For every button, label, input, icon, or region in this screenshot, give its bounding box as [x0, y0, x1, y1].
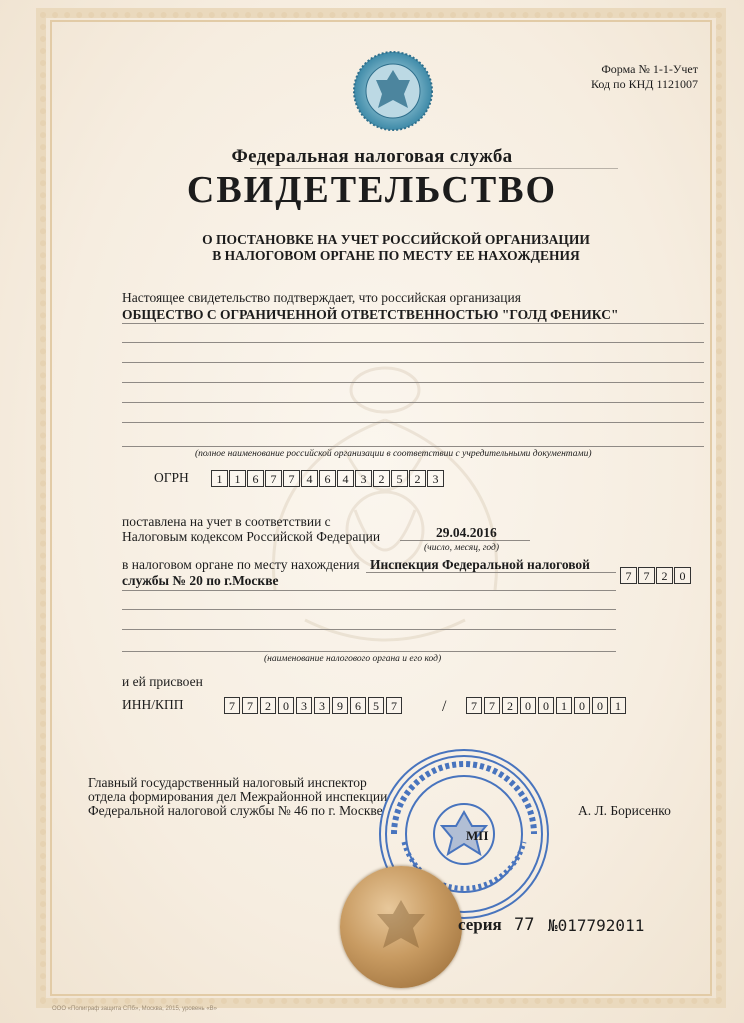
registered-text-1: поставлена на учет в соответствии с	[122, 514, 331, 529]
digit-box: 7	[242, 697, 258, 714]
digit-box: 2	[373, 470, 390, 487]
subtitle-line-2: В НАЛОГОВОМ ОРГАНЕ ПО МЕСТУ ЕЕ НАХОЖДЕНИЯ	[212, 248, 580, 263]
org-line-6	[122, 422, 704, 423]
coat-of-arms-hologram-icon	[352, 50, 434, 132]
registered-text-2: Налоговым кодексом Российской Федерации	[122, 529, 381, 544]
digit-box: 6	[319, 470, 336, 487]
digit-box: 2	[502, 697, 518, 714]
intro-text: Настоящее свидетельство подтверждает, что российская организация	[122, 290, 521, 305]
digit-box: 0	[520, 697, 536, 714]
seal-eagle-icon	[365, 892, 437, 964]
kpp-boxes	[466, 697, 628, 714]
tax-office-line-3	[122, 609, 616, 610]
org-caption: (полное наименование российской организации в соответствии с учредительными документами)	[195, 449, 592, 459]
ogrn-label: ОГРН	[154, 470, 189, 485]
stamp-placeholder: МП	[466, 828, 489, 843]
tax-office-line-4	[122, 629, 616, 630]
digit-box: 3	[296, 697, 312, 714]
inn-boxes	[224, 697, 404, 714]
digit-box: 7	[620, 567, 637, 584]
inn-kpp-label: ИНН/КПП	[122, 697, 184, 712]
org-line-7	[122, 446, 704, 447]
inn-kpp-separator: /	[442, 698, 447, 715]
digit-box: 7	[386, 697, 402, 714]
org-line-2	[122, 342, 704, 343]
digit-box: 1	[229, 470, 246, 487]
tax-office-name-2: службы № 20 по г.Москве	[122, 573, 279, 588]
eagle-watermark-icon	[245, 330, 525, 670]
digit-box: 6	[247, 470, 264, 487]
agency-name: Федеральная налоговая служба	[231, 146, 513, 167]
signatory-line-1: Главный государственный налоговый инспектор	[88, 775, 367, 790]
digit-box: 7	[466, 697, 482, 714]
serial-number: №017792011	[548, 916, 645, 935]
digit-box: 7	[224, 697, 240, 714]
digit-box: 1	[556, 697, 572, 714]
digit-box: 0	[592, 697, 608, 714]
digit-box: 5	[368, 697, 384, 714]
document-title: СВИДЕТЕЛЬСТВО	[186, 169, 558, 211]
org-line-4	[122, 382, 704, 383]
digit-box: 5	[391, 470, 408, 487]
digit-box: 3	[427, 470, 444, 487]
digit-box: 6	[350, 697, 366, 714]
ogrn-boxes	[211, 470, 445, 487]
digit-box: 1	[211, 470, 228, 487]
printer-info: ООО «Полиграф защита СПб», Москва, 2015, уровень «В»	[52, 1006, 217, 1012]
digit-box: 3	[314, 697, 330, 714]
form-number-label: Форма № 1-1-Учет	[601, 62, 698, 76]
series-label: серия	[458, 915, 502, 934]
digit-box: 0	[538, 697, 554, 714]
digit-box: 7	[265, 470, 282, 487]
document-subtitle	[0, 232, 744, 264]
digit-box: 4	[301, 470, 318, 487]
tax-office-label: в налоговом органе по месту нахождения	[122, 557, 360, 572]
series-number: 77	[514, 915, 535, 935]
subtitle-line-1: О ПОСТАНОВКЕ НА УЧЕТ РОССИЙСКОЙ ОРГАНИЗАЦИИ	[202, 232, 590, 247]
form-number	[591, 62, 698, 92]
tax-office-line-5	[122, 651, 616, 652]
tax-office-code-boxes	[620, 567, 692, 584]
org-line-3	[122, 362, 704, 363]
signatory-line-3: Федеральной налоговой службы № 46 по г. Москве	[88, 803, 383, 818]
org-line-1	[122, 323, 704, 324]
tax-office-line-1	[366, 572, 616, 573]
digit-box: 3	[355, 470, 372, 487]
knd-code-label: Код по КНД 1121007	[591, 77, 698, 91]
organization-name: ОБЩЕСТВО С ОГРАНИЧЕННОЙ ОТВЕТСТВЕННОСТЬЮ "ГОЛД ФЕНИКС"	[122, 307, 619, 322]
signatory-line-2: отдела формирования дел Межрайонной инспекции	[88, 789, 388, 804]
digit-box: 4	[337, 470, 354, 487]
signatory-name: А. Л. Борисенко	[578, 803, 671, 818]
date-line	[400, 540, 530, 541]
digit-box: 7	[484, 697, 500, 714]
signatory-title	[88, 776, 387, 818]
digit-box: 7	[638, 567, 655, 584]
digit-box: 0	[278, 697, 294, 714]
digit-box: 2	[260, 697, 276, 714]
tax-office-line-2	[122, 590, 616, 591]
digit-box: 2	[409, 470, 426, 487]
digit-box: 7	[283, 470, 300, 487]
date-caption: (число, месяц, год)	[424, 543, 500, 553]
assigned-text: и ей присвоен	[122, 674, 203, 689]
digit-box: 1	[610, 697, 626, 714]
digit-box: 0	[574, 697, 590, 714]
org-line-5	[122, 402, 704, 403]
digit-box: 2	[656, 567, 673, 584]
digit-box: 9	[332, 697, 348, 714]
digit-box: 0	[674, 567, 691, 584]
tax-office-name-1: Инспекция Федеральной налоговой	[370, 557, 590, 572]
registration-date: 29.04.2016	[436, 525, 497, 540]
tax-office-caption: (наименование налогового органа и его код)	[264, 654, 442, 664]
